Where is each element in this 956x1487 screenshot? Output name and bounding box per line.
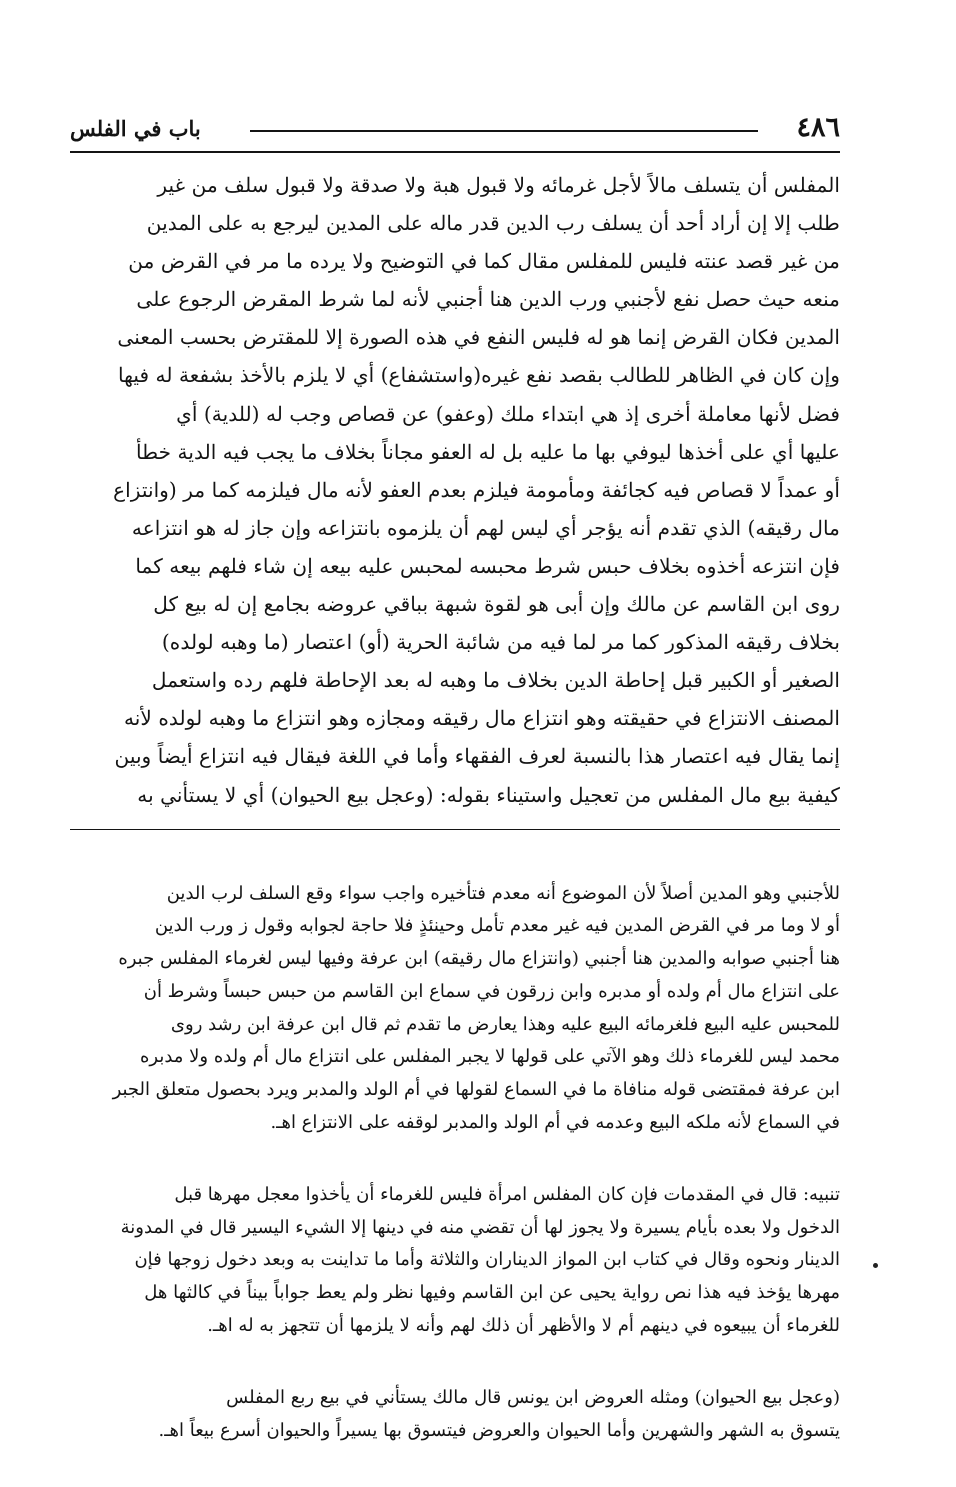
margin-mark <box>873 1263 878 1268</box>
page-number: ٤٨٦ <box>796 112 840 143</box>
footnotes <box>70 845 840 1487</box>
header-divider <box>70 151 840 153</box>
main-text: المفلس أن يتسلف مالاً لأجل غرمائه ولا قبول هبة ولا صدقة ولا قبول سلف من غير طلب إلا إن أراد أحد أن يسلف رب الدين قدر ماله على المدين ليرجع به على المدين من غير قصد عنته فليس للمفلس مقال كما في التوضيح ولا يرده ما مر في القرض من منعه حيث حصل نفع لأجنبي ورب الدين هنا أجنبي لأنه لما شرط المقرض الرجوع على المدين فكان القرض إنما هو له فليس النفع في هذه الصورة إلا للمقترض بحسب المعنى وإن كان في الظاهر للطالب بقصد نفع غيره(واستشفاع) أي لا يلزم بالأخذ بشفعة له فيها فضل لأنها معاملة أخرى إذ هي ابتداء ملك (وعفو) عن قصاص وجب له (للدية) أي عليها أي على أخذها ليوفي بها ما عليه بل له العفو مجاناً بخلاف ما يجب فيه الدية خطأ أو عمداً لا قصاص فيه كجائفة ومأمومة فيلزم بعدم العفو لأنه مال فيلزمه كما مر (وانتزاع مال رقيقه) الذي تقدم أنه يؤجر أي ليس لهم أن يلزموه بانتزاعه وإن جاز له هو انتزاعه فإن انتزعه أخذوه بخلاف حبس شرط محبسه لمحبس عليه بيعه إن شاء فلهم بيعه كما روى ابن القاسم عن مالك وإن أبى هو لقوة شبهة بباقي عروضه بجامع إن له بيع كل بخلاف رقيقه المذكور كما مر لما فيه من شائبة الحرية (أو) اعتصار (ما وهبه لولده) الصغير أو الكبير قبل إحاطة الدين بخلاف ما وهبه له بعد الإحاطة فلهم رده واستعمل المصنف الانتزاع في حقيقته وهو انتزاع مال رقيقه ومجازه وهو انتزاع ما وهبه لولده لأنه إنما يقال فيه اعتصار هذا بالنسبة لعرف الفقهاء وأما في اللغة فيقال فيه انتزاع أيضاً وبين كيفية بيع مال المفلس من تعجيل واستيناء بقوله: (وعجل بيع الحيوان) أي لا يستأني به <box>113 173 840 807</box>
page-header <box>70 112 840 148</box>
footnote-block: للأجنبي وهو المدين أصلاً لأن الموضوع أنه معدم فتأخيره واجب سواء وقع السلف لرب الدين أو لا وما مر في القرض المدين فيه غير معدم تأمل وحينئذٍ فلا حاجة لجوابه وقول ز ورب الدين هنا أجنبي صوابه والمدين هنا أجنبي (وانتزاع مال رقيقه) ابن عرفة وفيها ليس لغرماء المفلس جبره على انتزاع مال أم ولده أو مدبره وابن زرقون في سماع ابن القاسم من حبس حبساً وشرط أن للمحبس عليه البيع فلغرمائه البيع عليه وهذا يعارض ما تقدم ثم قال ابن عرفة ابن رشد روى محمد ليس للغرماء ذلك وهو الآتي على قولها لا يجبر المفلس على انتزاع مال أم ولده ولا مدبره ابن عرفة فمقتضى قوله منافاة ما في السماع لقولها في أم الولد والمدبر ويرد بحصول متعلق الجبر في السماع لأنه ملكه البيع وعدمه في أم الولد والمدبر لوقفه على الانتزاع اهـ. <box>112 882 840 1133</box>
footnote-block: تنبيه: قال في المقدمات فإن كان المفلس امرأة فليس للغرماء أن يأخذوا معجل مهرها قبل الدخول ولا بعده بأيام يسيرة ولا يجوز لها أن تقضي منه في دينها إلا الشيء اليسير قال في المدونة الدينار ونحوه وقال في كتاب ابن المواز الديناران والثلاثة وأما ما تداينت به وبعد دخول زوجها فإن مهرها يؤخذ فيه هذا نص رواية يحيى عن ابن القاسم وفيها نظر ولم يعط جواباً بيناً في كالثها هل للغرماء أن يبيعوه في دينهم أم لا والأظهر أن ذلك لهم وأنه لا يلزمها أن تتجهز به له اهـ. <box>120 1184 840 1336</box>
chapter-title: باب في الفلس <box>70 116 201 141</box>
footnote-divider <box>70 829 840 830</box>
footnote-block: (وعجل بيع الحيوان) ومثله العروض ابن يونس قال مالك يستأني في بيع ربع المفلس يتسوق به الشهر والشهرين وأما الحيوان والعروض فيتسوق بها يسيراً والحيوان أسرع بيعاً اهـ. <box>158 1387 840 1441</box>
header-rule <box>250 130 758 132</box>
